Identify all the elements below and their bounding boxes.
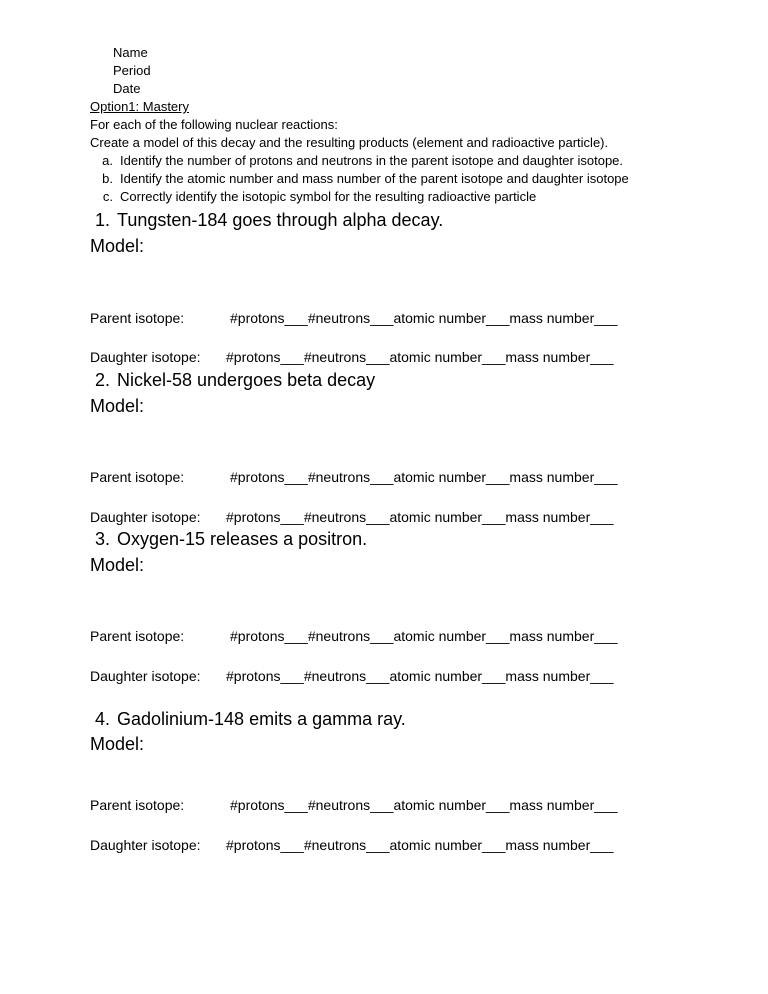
daughter-isotope-row: [90, 348, 614, 366]
daughter-isotope-row: [90, 836, 614, 854]
instruction-text: Identify the number of protons and neutrons in the parent isotope and daughter isotope.: [120, 153, 624, 168]
intro-line-2: Create a model of this decay and the resulting products (element and radioactive particle).: [90, 135, 609, 150]
date-label: Date: [113, 81, 141, 96]
daughter-fields: #protons___#neutrons___atomic number___mass number___: [226, 509, 614, 525]
parent-isotope-label: Parent isotope:: [90, 469, 185, 485]
question-4: [90, 708, 406, 730]
question-text: Tungsten-184 goes through alpha decay.: [117, 210, 444, 230]
parent-isotope-label: Parent isotope:: [90, 310, 185, 326]
parent-isotope-row: [90, 796, 618, 814]
parent-isotope-row: [90, 309, 618, 327]
name-label: Name: [113, 45, 148, 60]
instruction-text: Identify the atomic number and mass number of the parent isotope and daughter isotope: [120, 171, 629, 186]
instruction-b: [90, 170, 629, 188]
period-label: Period: [113, 63, 151, 78]
daughter-fields: #protons___#neutrons___atomic number___mass number___: [226, 349, 614, 365]
question-number: 3.: [94, 529, 110, 549]
question-text: Oxygen-15 releases a positron.: [117, 529, 368, 549]
parent-isotope-label: Parent isotope:: [90, 628, 185, 644]
daughter-isotope-row: [90, 667, 614, 685]
daughter-isotope-row: [90, 508, 614, 526]
question-2: [90, 369, 375, 391]
parent-isotope-row: [90, 468, 618, 486]
question-number: 4.: [94, 709, 110, 729]
question-number: 1.: [94, 210, 110, 230]
question-text: Gadolinium-148 emits a gamma ray.: [117, 709, 406, 729]
question-3: [90, 528, 367, 550]
daughter-fields: #protons___#neutrons___atomic number___mass number___: [226, 837, 614, 853]
parent-fields: #protons___#neutrons___atomic number___mass number___: [230, 310, 618, 326]
intro-line-1: For each of the following nuclear reactions:: [90, 117, 338, 132]
daughter-isotope-label: Daughter isotope:: [90, 668, 201, 684]
instruction-text: Correctly identify the isotopic symbol for the resulting radioactive particle: [120, 189, 537, 204]
option-title: Option1: Mastery: [90, 99, 189, 114]
daughter-isotope-label: Daughter isotope:: [90, 509, 201, 525]
parent-fields: #protons___#neutrons___atomic number___mass number___: [230, 628, 618, 644]
model-label: Model:: [90, 236, 145, 256]
parent-isotope-label: Parent isotope:: [90, 797, 185, 813]
daughter-isotope-label: Daughter isotope:: [90, 837, 201, 853]
model-label: Model:: [90, 734, 145, 754]
parent-fields: #protons___#neutrons___atomic number___mass number___: [230, 469, 618, 485]
daughter-isotope-label: Daughter isotope:: [90, 349, 201, 365]
instruction-c: [90, 188, 536, 206]
model-label: Model:: [90, 396, 145, 416]
parent-fields: #protons___#neutrons___atomic number___mass number___: [230, 797, 618, 813]
question-number: 2.: [94, 370, 110, 390]
instruction-marker: a.: [102, 153, 113, 168]
model-label: Model:: [90, 555, 145, 575]
instruction-marker: b.: [102, 171, 113, 186]
question-text: Nickel-58 undergoes beta decay: [117, 370, 376, 390]
parent-isotope-row: [90, 627, 618, 645]
instruction-a: [90, 152, 623, 170]
daughter-fields: #protons___#neutrons___atomic number___mass number___: [226, 668, 614, 684]
instruction-marker: c.: [102, 189, 113, 204]
question-1: [90, 209, 443, 231]
